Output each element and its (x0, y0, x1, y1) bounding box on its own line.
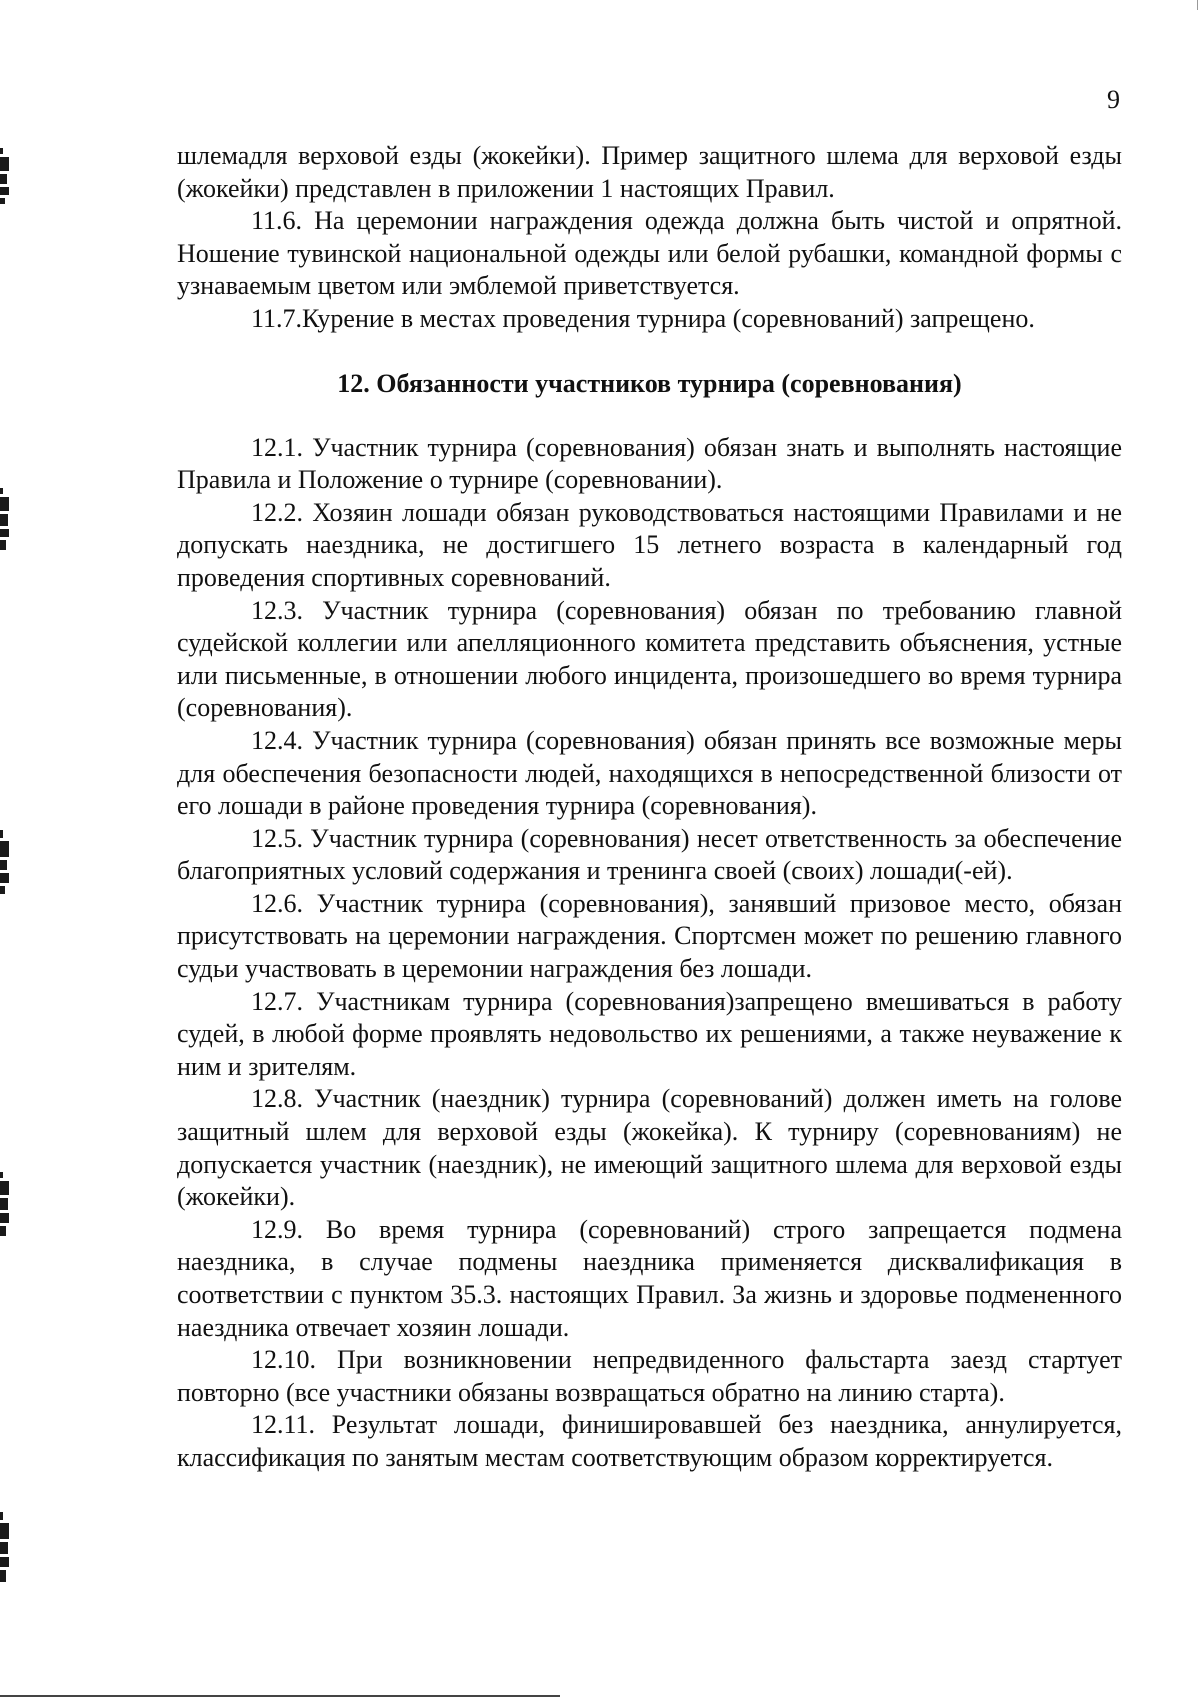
scan-edge-line (1197, 0, 1198, 10)
binding-mark (0, 1172, 10, 1239)
paragraph: 12.5. Участник турнира (соревнования) несет ответственность за обеспечение благоприятных условий содержания и тренинга своей (своих) лошади(-ей). (177, 823, 1122, 886)
paragraph: 12.7. Участникам турнира (соревнования)запрещено вмешиваться в работу судей, в любой форме проявлять недовольство их решениями, а также неуважение к ним и зрителям. (177, 986, 1122, 1081)
section-heading: 12. Обязанности участников турнира (соревнования) (337, 368, 962, 398)
paragraph: 12.6. Участник турнира (соревнования), занявший призовое место, обязан присутствовать на церемонии награждения. Спортсмен может по решению главного судьи участвовать в церемонии награждения без лошади. (177, 888, 1122, 984)
paragraph: 11.7.Курение в местах проведения турнира (соревнований) запрещено. (251, 303, 1035, 333)
paragraph: 12.11. Результат лошади, финишировавшей без наездника, аннулируется, классификация по занятым местам соответствующим образом корректируется. (177, 1410, 1122, 1472)
page-bottom-rule (0, 1695, 560, 1697)
paragraph: 12.9. Во время турнира (соревнований) строго запрещается подмена наездника, в случае подмены наездника применяется дисквалификация в соответствии с пунктом 35.3. настоящих Правил. За жизнь и здоровье подмененного наездника отвечает хозяин лошади. (177, 1214, 1122, 1342)
paragraph: 12.4. Участник турнира (соревнования) обязан принять все возможные меры для обеспечения безопасности людей, находящихся в непосредственной близости от его лошади в районе проведения турнира (соревнования). (177, 725, 1122, 821)
paragraph: 12.1. Участник турнира (соревнования) обязан знать и выполнять настоящие Правила и Положение о турнире (соревновании). (177, 432, 1122, 495)
page-number: 9 (1107, 85, 1120, 114)
paragraph: 12.8. Участник (наездник) турнира (соревнований) должен иметь на голове защитный шлем для верховой езды (жокейка). К турниру (соревнованиям) не допускается участник (наездник), не имеющий защитного шлема для верховой езды (жокейки). (177, 1084, 1122, 1212)
paragraph: 12.2. Хозяин лошади обязан руководствоваться настоящими Правилами и не допускать наездника, не достигшего 15 летнего возраста в календарный год проведения спортивных соревнований. (177, 497, 1122, 592)
binding-mark (0, 830, 10, 897)
binding-mark (0, 1512, 10, 1585)
paragraph: 11.6. На церемонии награждения одежда должна быть чистой и опрятной. Ношение тувинской национальной одежды или белой рубашки, командной формы с узнаваемым цветом или эмблемой приветствуется. (177, 206, 1122, 301)
paragraph: 12.10. При возникновении непредвиденного фальстарта заезд стартует повторно (все участники обязаны возвращаться обратно на линию старта). (177, 1345, 1122, 1407)
paragraph: 12.3. Участник турнира (соревнования) обязан по требованию главной судейской коллегии или апелляционного комитета представить объяснения, устные или письменные, в отношении любого инцидента, произошедшего во время турнира (соревнования). (177, 595, 1122, 723)
paragraph: шлемадля верховой езды (жокейки). Пример защитного шлема для верховой езды (жокейки) представлен в приложении 1 настоящих Правил. (177, 141, 1122, 203)
document-body (177, 140, 1122, 1475)
binding-mark (0, 488, 10, 553)
binding-mark (0, 148, 10, 207)
